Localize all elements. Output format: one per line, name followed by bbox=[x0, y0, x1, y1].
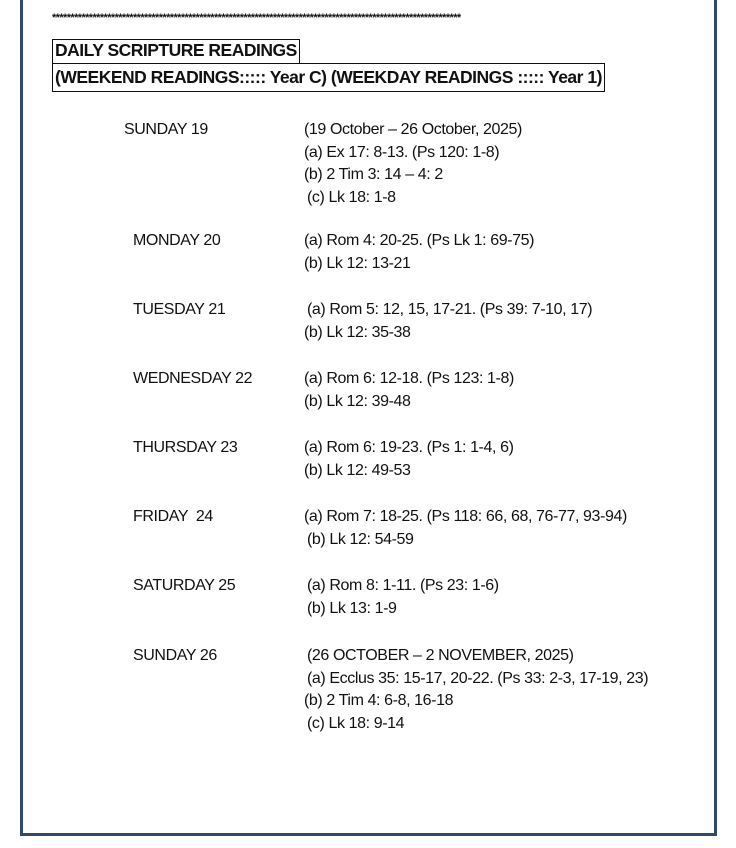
day-label: FRIDAY 24 bbox=[133, 508, 213, 525]
readings-list bbox=[304, 230, 534, 275]
day-label: TUESDAY 21 bbox=[133, 301, 226, 318]
readings-list bbox=[304, 506, 627, 551]
reading-line: (19 October – 26 October, 2025) bbox=[304, 121, 522, 138]
day-label: SUNDAY 19 bbox=[124, 121, 208, 138]
readings-list bbox=[304, 645, 648, 735]
document-subtitle: (WEEKEND READINGS::::: Year C) (WEEKDAY READINGS ::::: Year 1) bbox=[52, 63, 605, 92]
reading-line: (a) Rom 6: 12-18. (Ps 123: 1-8) bbox=[304, 370, 514, 387]
reading-line: (a) Rom 7: 18-25. (Ps 118: 66, 68, 76-77, 93-94) bbox=[304, 508, 627, 525]
reading-line: (a) Rom 5: 12, 15, 17-21. (Ps 39: 7-10, 17) bbox=[307, 301, 593, 318]
reading-line: (a) Rom 8: 1-11. (Ps 23: 1-6) bbox=[307, 577, 499, 594]
reading-line: (a) Ex 17: 8-13. (Ps 120: 1-8) bbox=[304, 143, 500, 161]
reading-line: (26 OCTOBER – 2 NOVEMBER, 2025) bbox=[307, 647, 574, 664]
reading-line: (b) Lk 12: 13-21 bbox=[304, 254, 411, 272]
reading-line: (b) Lk 12: 39-48 bbox=[304, 392, 411, 410]
readings-list bbox=[304, 119, 522, 209]
reading-line: (c) Lk 18: 1-8 bbox=[307, 188, 396, 206]
readings-list bbox=[304, 575, 499, 620]
day-label: THURSDAY 23 bbox=[133, 439, 238, 456]
day-label: MONDAY 20 bbox=[133, 232, 221, 249]
reading-line: (b) 2 Tim 4: 6-8, 16-18 bbox=[304, 692, 454, 709]
day-label: WEDNESDAY 22 bbox=[133, 370, 253, 387]
readings-list bbox=[304, 368, 514, 413]
readings-list bbox=[304, 299, 592, 344]
reading-line: (b) Lk 12: 54-59 bbox=[307, 530, 414, 548]
reading-line: (b) Lk 12: 49-53 bbox=[304, 461, 411, 479]
day-label: SUNDAY 26 bbox=[133, 647, 217, 664]
reading-line: (b) Lk 13: 1-9 bbox=[307, 599, 397, 617]
reading-line: (b) Lk 12: 35-38 bbox=[304, 323, 411, 341]
document-title: DAILY SCRIPTURE READINGS bbox=[52, 39, 300, 64]
readings-list bbox=[304, 437, 514, 482]
reading-line: (a) Rom 4: 20-25. (Ps Lk 1: 69-75) bbox=[304, 232, 535, 249]
asterisk-separator: *************************************************************************************************************** bbox=[52, 12, 461, 24]
reading-line: (c) Lk 18: 9-14 bbox=[307, 714, 405, 732]
reading-line: (a) Ecclus 35: 15-17, 20-22. (Ps 33: 2-3, 17-19, 23) bbox=[307, 669, 649, 687]
reading-line: (a) Rom 6: 19-23. (Ps 1: 1-4, 6) bbox=[304, 439, 514, 456]
day-label: SATURDAY 25 bbox=[133, 577, 236, 594]
reading-line: (b) 2 Tim 3: 14 – 4: 2 bbox=[304, 166, 443, 183]
